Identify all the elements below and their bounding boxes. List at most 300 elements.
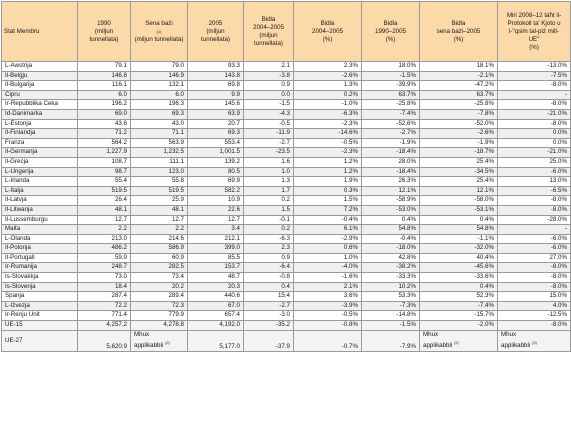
cell-kyoto: -8.0% (498, 263, 571, 273)
cell-change-9005: -33.3% (362, 273, 420, 283)
cell-change-0405: 1.5% (294, 196, 362, 206)
table-row (2, 225, 571, 235)
cell-1990: 26.4 (78, 196, 131, 206)
cell-change-0405: -0.4% (294, 215, 362, 225)
row-name: Spanja (2, 292, 78, 302)
cell-kyoto: -21.0% (498, 109, 571, 119)
row-name: Ir-Repubblika Ċeka (2, 100, 78, 110)
table-row (2, 301, 571, 311)
cell-kyoto: - (498, 225, 571, 235)
cell-change-abs: -35.2 (244, 321, 294, 331)
cell-2005: 553.4 (188, 138, 244, 148)
cell-change-base: 18.1% (420, 62, 498, 72)
cell-kyoto: -8.0% (498, 196, 571, 206)
header-change-9005: Bidla 1990–2005 (%) (362, 2, 420, 62)
table-row (2, 157, 571, 167)
cell-change-abs: 1.7 (244, 186, 294, 196)
cell-1990: 771.4 (78, 311, 131, 321)
table-row (2, 81, 571, 91)
cell-change-abs: -6.4 (244, 263, 294, 273)
row-name: Il-Belġju (2, 71, 78, 81)
cell-kyoto: Mhux applikabbli $^{(3)}$ (498, 330, 571, 351)
cell-2005: 93.3 (188, 62, 244, 72)
cell-base: 563.9 (131, 138, 188, 148)
cell-1990: 213.0 (78, 234, 131, 244)
table-row (2, 273, 571, 283)
cell-1990: 79.1 (78, 62, 131, 72)
cell-base: 43.0 (131, 119, 188, 129)
cell-base: 73.4 (131, 273, 188, 283)
row-name: Il-Finlandja (2, 129, 78, 139)
cell-kyoto: -6.0% (498, 234, 571, 244)
cell-change-0405: 0.2% (294, 90, 362, 100)
cell-change-base: -32.0% (420, 244, 498, 254)
cell-change-base: -2.1% (420, 71, 498, 81)
cell-1990: 108.7 (78, 157, 131, 167)
cell-2005: 20.3 (188, 282, 244, 292)
cell-change-abs: -0.8 (244, 273, 294, 283)
cell-kyoto: -12.5% (498, 311, 571, 321)
table-row (2, 129, 571, 139)
table-row (2, 253, 571, 263)
cell-change-abs: -0.5 (244, 119, 294, 129)
cell-kyoto: -13.0% (498, 62, 571, 72)
cell-kyoto: -8.0% (498, 282, 571, 292)
cell-1990: 486.2 (78, 244, 131, 254)
cell-1990: 72.2 (78, 301, 131, 311)
cell-change-9005: 63.7% (362, 90, 420, 100)
cell-kyoto: -6.0% (498, 244, 571, 254)
cell-change-0405: -14.6% (294, 129, 362, 139)
cell-change-0405: -1.6% (294, 273, 362, 283)
cell-change-abs: 2.3 (244, 244, 294, 254)
cell-base: 779.9 (131, 311, 188, 321)
cell-change-9005: 10.2% (362, 282, 420, 292)
row-name: Il-Portugall (2, 253, 78, 263)
cell-change-abs: -2.7 (244, 138, 294, 148)
table-row (2, 234, 571, 244)
row-name: UE-27 (2, 330, 78, 351)
cell-1990: 564.2 (78, 138, 131, 148)
cell-base: 519.5 (131, 186, 188, 196)
row-name: L-Irlanda (2, 177, 78, 187)
header-member-state: Stat Membru (2, 2, 78, 62)
cell-change-base: -7.4% (420, 301, 498, 311)
cell-change-9005: 0.4% (362, 215, 420, 225)
cell-base: 79.0 (131, 62, 188, 72)
cell-change-9005: -14.8% (362, 311, 420, 321)
cell-change-abs: -37.9 (244, 330, 294, 351)
cell-kyoto: -8.0% (498, 100, 571, 110)
cell-change-abs: 0.0 (244, 90, 294, 100)
cell-change-base: 0.4% (420, 282, 498, 292)
cell-change-9005: -7.9% (362, 330, 420, 351)
table-row (2, 263, 571, 273)
cell-change-base: -52.0% (420, 119, 498, 129)
cell-1990: 69.0 (78, 109, 131, 119)
cell-change-base: -45.6% (420, 263, 498, 273)
cell-base: 71.1 (131, 129, 188, 139)
cell-2005: 9.9 (188, 90, 244, 100)
cell-1990: 98.7 (78, 167, 131, 177)
cell-2005: 212.1 (188, 234, 244, 244)
cell-change-abs: 1.6 (244, 157, 294, 167)
cell-2005: 67.0 (188, 301, 244, 311)
cell-base: 20.2 (131, 282, 188, 292)
cell-change-base: -18.7% (420, 148, 498, 158)
cell-change-abs: -4.3 (244, 109, 294, 119)
table-row (2, 119, 571, 129)
cell-change-base: -53.1% (420, 205, 498, 215)
cell-1990: 2.2 (78, 225, 131, 235)
cell-change-9005: -18.4% (362, 167, 420, 177)
cell-base: 282.5 (131, 263, 188, 273)
row-name: Il-Latvja (2, 196, 78, 206)
cell-kyoto: -7.5% (498, 71, 571, 81)
cell-kyoto: -6.5% (498, 186, 571, 196)
cell-base: 146.9 (131, 71, 188, 81)
cell-change-base: 25.4% (420, 177, 498, 187)
cell-change-0405: 2.3% (294, 62, 362, 72)
cell-kyoto: 0.0% (498, 129, 571, 139)
table-row (2, 90, 571, 100)
cell-change-0405: 6.1% (294, 225, 362, 235)
cell-change-0405: 1.9% (294, 177, 362, 187)
table-row (2, 167, 571, 177)
cell-kyoto: 15.0% (498, 292, 571, 302)
header-2005: 2005 (miljun tunnellata) (188, 2, 244, 62)
cell-1990: 43.6 (78, 119, 131, 129)
cell-change-abs: -11.9 (244, 129, 294, 139)
cell-change-0405: -0.5% (294, 138, 362, 148)
cell-base: 6.0 (131, 90, 188, 100)
cell-change-9005: -39.9% (362, 81, 420, 91)
cell-kyoto: -8.0% (498, 81, 571, 91)
cell-2005: 139.2 (188, 157, 244, 167)
cell-2005: 22.6 (188, 205, 244, 215)
cell-change-base: -15.7% (420, 311, 498, 321)
cell-2005: 69.3 (188, 129, 244, 139)
cell-change-0405: -1.0% (294, 100, 362, 110)
cell-kyoto: -21.0% (498, 148, 571, 158)
cell-base: 2.2 (131, 225, 188, 235)
cell-1990: 519.5 (78, 186, 131, 196)
cell-base: 111.1 (131, 157, 188, 167)
cell-change-0405: -0.7% (294, 330, 362, 351)
row-name: Ċipru (2, 90, 78, 100)
cell-change-0405: -0.5% (294, 311, 362, 321)
cell-change-0405: -2.3% (294, 148, 362, 158)
header-row (2, 2, 571, 62)
cell-base: 60.9 (131, 253, 188, 263)
cell-change-0405: 1.3% (294, 81, 362, 91)
cell-base: 69.3 (131, 109, 188, 119)
cell-base: 196.3 (131, 100, 188, 110)
cell-change-abs: -3.8 (244, 71, 294, 81)
table-row (2, 148, 571, 158)
row-name: Franza (2, 138, 78, 148)
cell-change-abs: -23.5 (244, 148, 294, 158)
cell-kyoto: -6.0% (498, 167, 571, 177)
cell-change-9005: -18.4% (362, 148, 420, 158)
cell-change-0405: 1.0% (294, 253, 362, 263)
cell-change-base: 12.1% (420, 186, 498, 196)
cell-1990: 6.0 (78, 90, 131, 100)
cell-base: 123.0 (131, 167, 188, 177)
table-row (2, 186, 571, 196)
cell-change-base: -2.6% (420, 129, 498, 139)
cell-change-abs: 1.5 (244, 205, 294, 215)
cell-change-0405: 0.6% (294, 244, 362, 254)
cell-base: 12.7 (131, 215, 188, 225)
cell-kyoto: - (498, 90, 571, 100)
row-name: Il-Bulgarija (2, 81, 78, 91)
row-name: L-Estonja (2, 119, 78, 129)
table-row (2, 177, 571, 187)
cell-change-base: Mhux applikabbli $^{(2)}$ (420, 330, 498, 351)
cell-change-0405: -0.8% (294, 321, 362, 331)
cell-2005: 63.9 (188, 109, 244, 119)
cell-1990: 116.1 (78, 81, 131, 91)
cell-change-9005: 12.1% (362, 186, 420, 196)
cell-change-9005: -53.0% (362, 205, 420, 215)
row-name: L-Italja (2, 186, 78, 196)
cell-2005: 10.9 (188, 196, 244, 206)
table-row (2, 109, 571, 119)
cell-1990: 71.2 (78, 129, 131, 139)
cell-change-abs: -6.3 (244, 234, 294, 244)
cell-change-base: -34.5% (420, 167, 498, 177)
row-name: Ir-Rumanija (2, 263, 78, 273)
table-row (2, 215, 571, 225)
cell-2005: 48.7 (188, 273, 244, 283)
row-name: Il-Polonja (2, 244, 78, 254)
cell-change-abs: 0.4 (244, 282, 294, 292)
cell-change-9005: 54.8% (362, 225, 420, 235)
cell-change-9005: 26.3% (362, 177, 420, 187)
cell-1990: 248.7 (78, 263, 131, 273)
cell-base: 25.9 (131, 196, 188, 206)
cell-change-0405: -4.0% (294, 263, 362, 273)
cell-change-0405: 1.2% (294, 157, 362, 167)
cell-change-base: 40.4% (420, 253, 498, 263)
cell-change-9005: -1.5% (362, 321, 420, 331)
cell-change-9005: -1.5% (362, 71, 420, 81)
cell-change-abs: 0.2 (244, 225, 294, 235)
cell-change-base: -2.0% (420, 321, 498, 331)
row-name: L-Olanda (2, 234, 78, 244)
cell-2005: 582.2 (188, 186, 244, 196)
cell-2005: 1,001.5 (188, 148, 244, 158)
cell-1990: 287.4 (78, 292, 131, 302)
emissions-table (1, 1, 571, 352)
cell-change-9005: -1.9% (362, 138, 420, 148)
cell-change-0405: 3.6% (294, 292, 362, 302)
cell-change-9005: -18.0% (362, 244, 420, 254)
cell-change-abs: -3.0 (244, 311, 294, 321)
table-row (2, 205, 571, 215)
row-name: Il-Ġermanja (2, 148, 78, 158)
cell-1990: 12.7 (78, 215, 131, 225)
cell-base: 214.6 (131, 234, 188, 244)
cell-change-0405: 2.1% (294, 282, 362, 292)
cell-2005: 440.6 (188, 292, 244, 302)
table-row-ue15 (2, 321, 571, 331)
cell-2005: 657.4 (188, 311, 244, 321)
cell-change-abs: 0.2 (244, 196, 294, 206)
cell-change-0405: -2.6% (294, 71, 362, 81)
cell-2005: 85.5 (188, 253, 244, 263)
table-row (2, 282, 571, 292)
cell-base: 55.8 (131, 177, 188, 187)
cell-change-9005: -58.9% (362, 196, 420, 206)
cell-1990: 18.4 (78, 282, 131, 292)
row-name: Il-Lussemburgu (2, 215, 78, 225)
cell-kyoto: -8.0% (498, 321, 571, 331)
cell-change-9005: -7.4% (362, 109, 420, 119)
table-row (2, 138, 571, 148)
row-name: L-Ungerija (2, 167, 78, 177)
cell-base: 4,278.8 (131, 321, 188, 331)
cell-change-abs: -2.7 (244, 301, 294, 311)
header-base-year: Sena bażi (1) (miljun tunnellata) (131, 2, 188, 62)
cell-change-0405: 7.2% (294, 205, 362, 215)
header-change-abs: Bidla 2004–2005 (miljun tunnellata) (244, 2, 294, 62)
cell-change-9005: -2.7% (362, 129, 420, 139)
cell-2005: 5,177.0 (188, 330, 244, 351)
cell-change-abs: 0.9 (244, 253, 294, 263)
cell-change-base: 0.4% (420, 215, 498, 225)
cell-change-abs: 2.1 (244, 62, 294, 72)
cell-kyoto: 4.0% (498, 301, 571, 311)
cell-2005: 153.7 (188, 263, 244, 273)
cell-change-base: -7.8% (420, 109, 498, 119)
cell-change-9005: 18.0% (362, 62, 420, 72)
table-row (2, 100, 571, 110)
table-row (2, 71, 571, 81)
cell-1990: 196.2 (78, 100, 131, 110)
cell-change-abs: 15.4 (244, 292, 294, 302)
row-name: L-Awstrija (2, 62, 78, 72)
cell-kyoto: -8.0% (498, 273, 571, 283)
cell-change-abs: -0.1 (244, 215, 294, 225)
cell-change-9005: 42.8% (362, 253, 420, 263)
row-name: Il-Litwanja (2, 205, 78, 215)
cell-change-abs: 1.0 (244, 167, 294, 177)
header-change-0405: Bidla 2004–2005 (%) (294, 2, 362, 62)
cell-2005: 69.9 (188, 177, 244, 187)
cell-2005: 20.7 (188, 119, 244, 129)
cell-change-base: 52.3% (420, 292, 498, 302)
cell-base: 289.4 (131, 292, 188, 302)
cell-base: 48.1 (131, 205, 188, 215)
cell-change-abs: 1.3 (244, 177, 294, 187)
cell-kyoto: 0.0% (498, 138, 571, 148)
cell-change-9005: -7.3% (362, 301, 420, 311)
cell-2005: 69.8 (188, 81, 244, 91)
row-name: Ir-Renju Unit (2, 311, 78, 321)
cell-change-9005: 53.3% (362, 292, 420, 302)
cell-change-0405: -2.3% (294, 119, 362, 129)
cell-change-abs: -1.5 (244, 100, 294, 110)
cell-base: Mhux applikabbli $^{(2)}$ (131, 330, 188, 351)
cell-base: 1,232.5 (131, 148, 188, 158)
cell-1990: 146.8 (78, 71, 131, 81)
cell-2005: 399.0 (188, 244, 244, 254)
cell-kyoto: 27.0% (498, 253, 571, 263)
cell-change-9005: -38.2% (362, 263, 420, 273)
table-row (2, 292, 571, 302)
cell-change-base: -1.9% (420, 138, 498, 148)
table-row (2, 311, 571, 321)
cell-2005: 4,192.0 (188, 321, 244, 331)
cell-change-0405: -2.9% (294, 234, 362, 244)
header-kyoto-target: Miri 2008–12 taħt il- Protokoll ta' Kjoto u l-"qsim tal-piż mill- UE" (%) (498, 2, 571, 62)
cell-base: 72.3 (131, 301, 188, 311)
header-change-base: Bidla sena bażi–2005 (%) (420, 2, 498, 62)
cell-change-9005: -52.6% (362, 119, 420, 129)
cell-change-base: 63.7% (420, 90, 498, 100)
table-row (2, 196, 571, 206)
cell-kyoto: -28.0% (498, 215, 571, 225)
cell-change-0405: 1.2% (294, 167, 362, 177)
cell-kyoto: 25.0% (498, 157, 571, 167)
table-row (2, 244, 571, 254)
cell-2005: 12.7 (188, 215, 244, 225)
cell-1990: 4,257.2 (78, 321, 131, 331)
cell-kyoto: -8.0% (498, 119, 571, 129)
row-name: Is-Slovakkja (2, 273, 78, 283)
cell-base: 132.1 (131, 81, 188, 91)
cell-1990: 5,620.9 (78, 330, 131, 351)
cell-change-0405: -6.3% (294, 109, 362, 119)
row-name: Is-Slovenja (2, 282, 78, 292)
cell-2005: 3.4 (188, 225, 244, 235)
cell-2005: 145.6 (188, 100, 244, 110)
cell-1990: 73.0 (78, 273, 131, 283)
table-row-ue27 (2, 330, 571, 351)
cell-base: 586.9 (131, 244, 188, 254)
cell-2005: 143.8 (188, 71, 244, 81)
cell-1990: 48.1 (78, 205, 131, 215)
cell-kyoto: -8.0% (498, 205, 571, 215)
cell-1990: 59.9 (78, 253, 131, 263)
cell-change-base: -25.8% (420, 100, 498, 110)
cell-change-base: 54.8% (420, 225, 498, 235)
row-name: Malta (2, 225, 78, 235)
cell-change-base: -47.2% (420, 81, 498, 91)
cell-change-base: -58.0% (420, 196, 498, 206)
cell-change-base: 25.4% (420, 157, 498, 167)
cell-change-0405: -3.9% (294, 301, 362, 311)
row-name: L-Iżvezja (2, 301, 78, 311)
cell-change-base: -1.1% (420, 234, 498, 244)
table-row (2, 62, 571, 72)
cell-change-abs: 0.9 (244, 81, 294, 91)
header-1990: 1990 (miljun tunnellata) (78, 2, 131, 62)
cell-change-base: -33.6% (420, 273, 498, 283)
row-name: Il-Greċja (2, 157, 78, 167)
cell-change-9005: 28.0% (362, 157, 420, 167)
row-name: UE-15 (2, 321, 78, 331)
cell-kyoto: 13.0% (498, 177, 571, 187)
cell-change-0405: 0.3% (294, 186, 362, 196)
cell-change-9005: -0.4% (362, 234, 420, 244)
cell-2005: 80.5 (188, 167, 244, 177)
cell-1990: 1,227.9 (78, 148, 131, 158)
cell-1990: 55.4 (78, 177, 131, 187)
row-name: Id-Danimarka (2, 109, 78, 119)
